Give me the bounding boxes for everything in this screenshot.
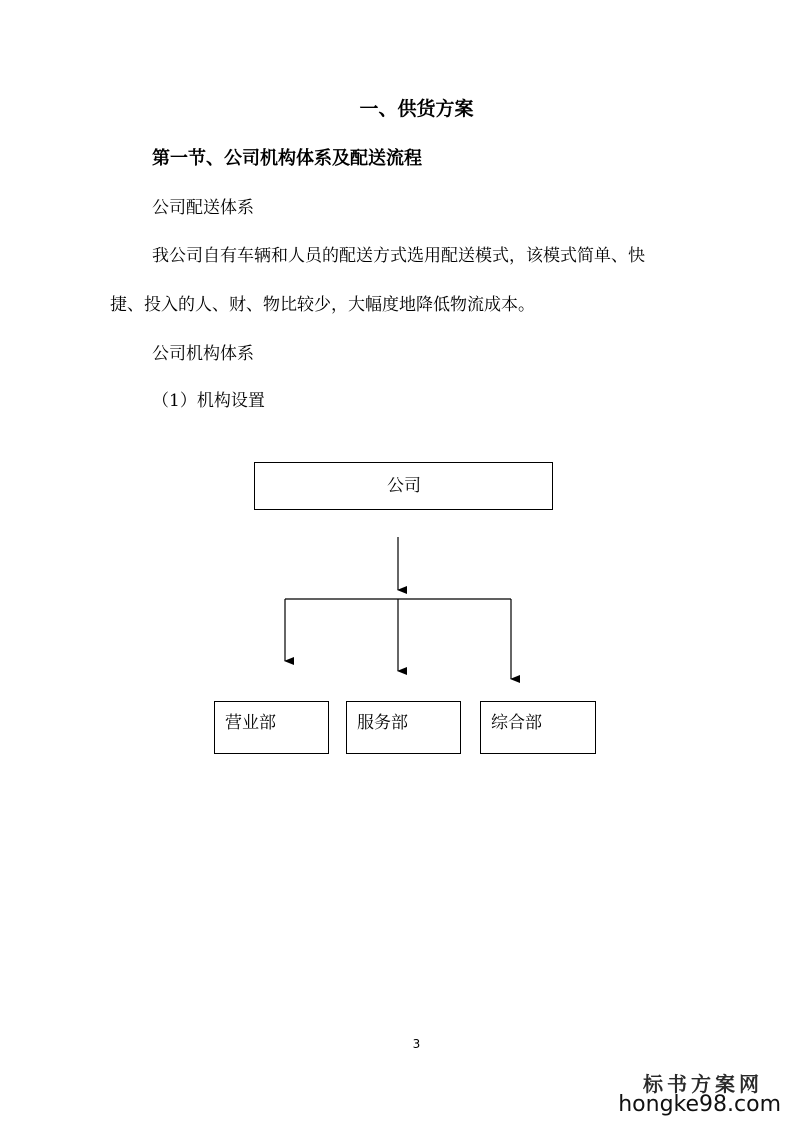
paragraph-org-setup: （1）机构设置: [152, 391, 265, 411]
watermark-site-url: hongke98.com: [618, 1092, 781, 1117]
org-box-service-label: 服务部: [357, 713, 408, 733]
org-box-general-label: 综合部: [491, 713, 542, 733]
org-box-service: [346, 701, 461, 754]
org-box-company-label: 公司: [387, 476, 421, 496]
org-box-company: [254, 462, 553, 510]
paragraph-body-line2: 捷、投入的人、财、物比较少，大幅度地降低物流成本。: [110, 295, 535, 315]
page-heading: 一、供货方案: [359, 98, 474, 120]
page-number: 3: [412, 1037, 421, 1051]
org-box-sales-label: 营业部: [225, 713, 276, 733]
paragraph-body-line1: 我公司自有车辆和人员的配送方式选用配送模式，该模式简单、快: [152, 246, 645, 266]
section-title: 第一节、公司机构体系及配送流程: [152, 148, 422, 169]
paragraph-org-system: 公司机构体系: [152, 344, 254, 364]
org-box-general: [480, 701, 596, 754]
org-box-sales: [214, 701, 329, 754]
paragraph-distribution-system: 公司配送体系: [152, 198, 254, 218]
watermark-site-name: 标书方案网: [643, 1072, 763, 1096]
